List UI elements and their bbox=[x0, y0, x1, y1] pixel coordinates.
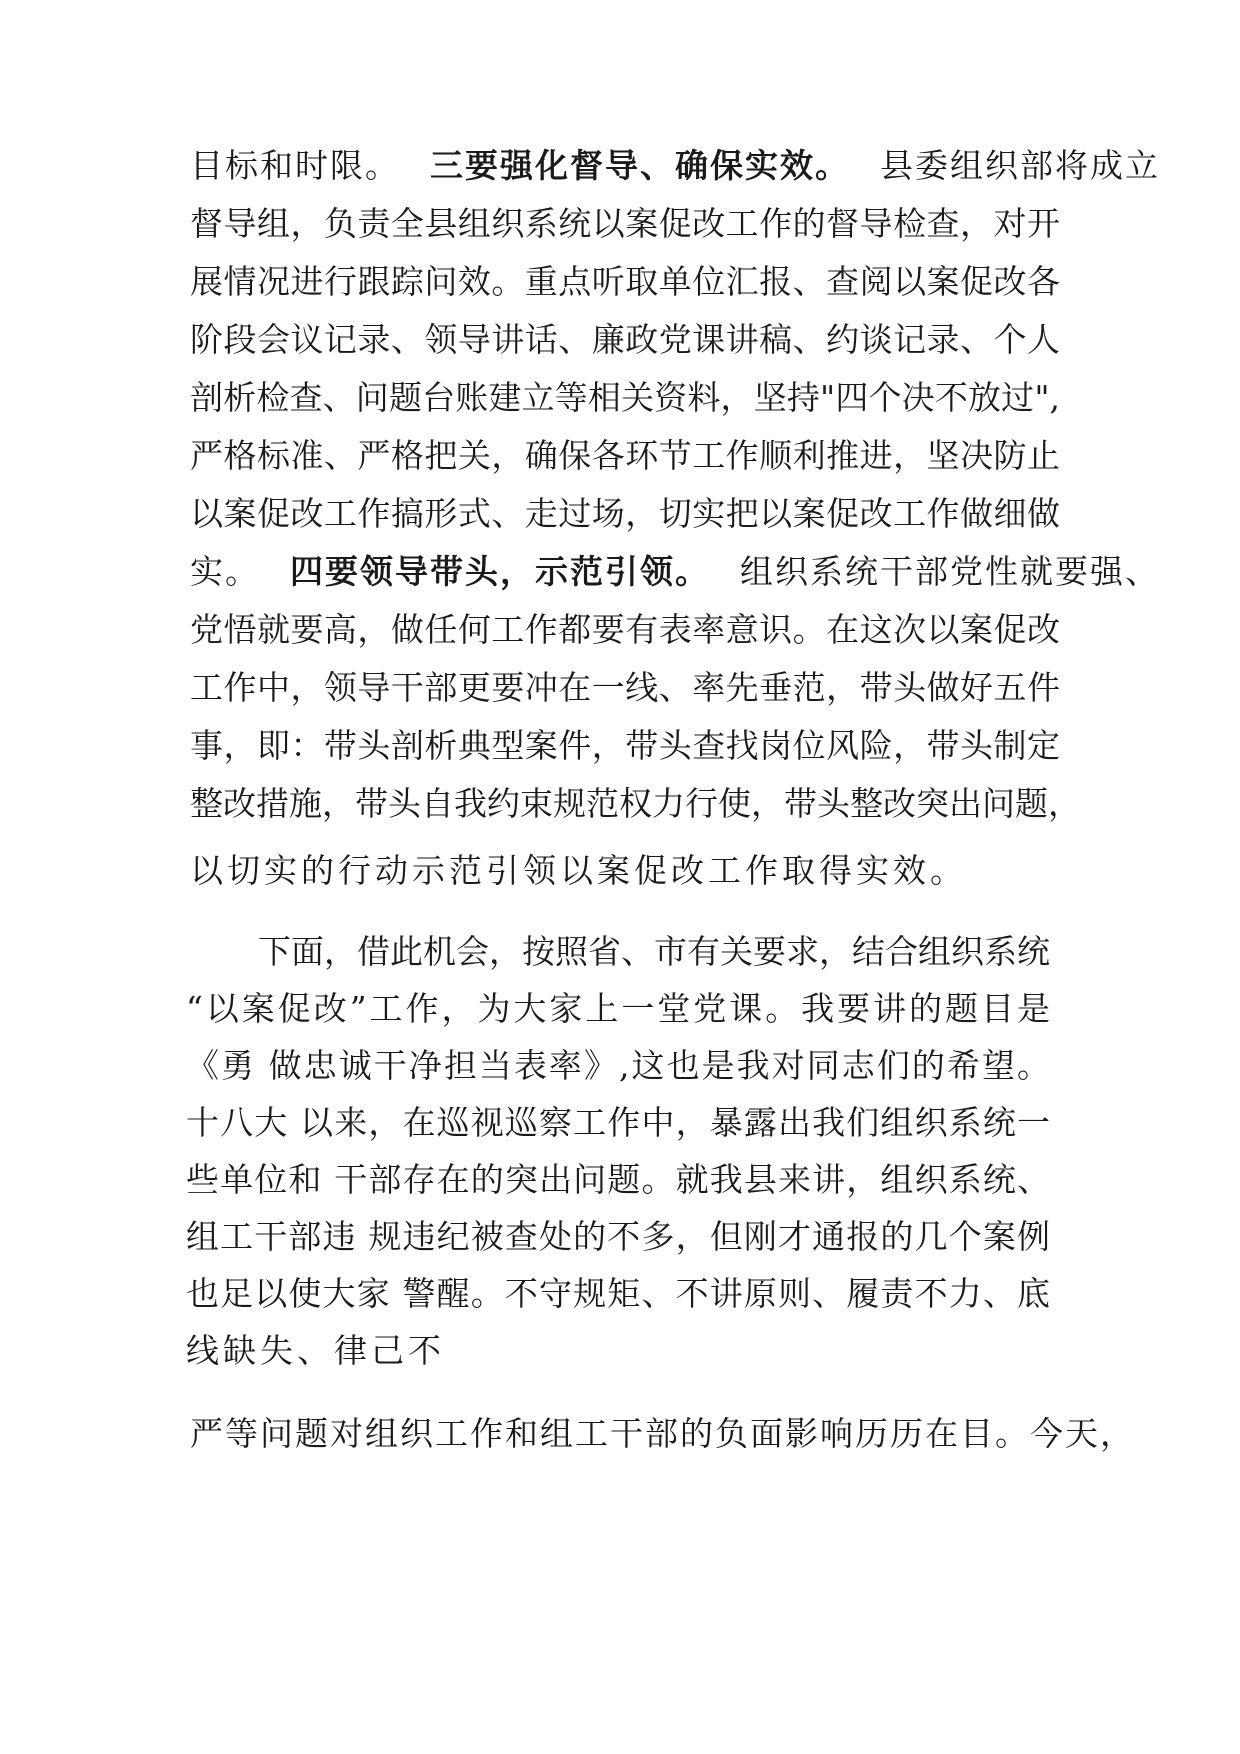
text-line: 督导组，负责全县组织系统以案促改工作的督导检查，对开 bbox=[190, 204, 1060, 243]
text-line: 线缺失、律己不 bbox=[186, 1331, 445, 1370]
text-line: 展情况进行跟踪问效。重点听取单位汇报、查阅以案促改各 bbox=[190, 262, 1060, 301]
text-line: 事，即：带头剖析典型案件，带头查找岗位风险，带头制定 bbox=[190, 726, 1060, 765]
text-line: 些单位和 干部存在的突出问题。就我县来讲，组织系统、 bbox=[186, 1160, 1050, 1199]
text-line: 以切实的行动示范引领以案促改工作取得实效。 bbox=[190, 851, 967, 890]
text-line: 阶段会议记录、领导讲话、廉政党课讲稿、约谈记录、个人 bbox=[190, 320, 1060, 359]
text-run: 实。 bbox=[190, 552, 260, 591]
text-line: 《勇 做忠诚干净担当表率》,这也是我对同志们的希望。 bbox=[186, 1046, 1050, 1085]
text-line: 严等问题对组织工作和组工干部的负面影响历历在目。今天， bbox=[190, 1414, 1135, 1453]
text-run: 组织系统干部党性就要强、 bbox=[740, 552, 1160, 591]
text-line: 工作中，领导干部更要冲在一线、率先垂范，带头做好五件 bbox=[190, 668, 1060, 707]
text-line: 十八大 以来，在巡视巡察工作中，暴露出我们组织系统一 bbox=[186, 1103, 1050, 1142]
text-line: “以案促改”工作，为大家上一堂党课。我要讲的题目是 bbox=[186, 989, 1050, 1028]
text-line bbox=[190, 146, 1160, 186]
bold-heading-three: 三要强化督导、确保实效。 bbox=[430, 146, 850, 185]
text-line: 以案促改工作搞形式、走过场，切实把以案促改工作做细做 bbox=[190, 494, 1060, 533]
bold-heading-four: 四要领导带头，示范引领。 bbox=[290, 552, 710, 591]
text-line: 剖析检查、问题台账建立等相关资料，坚持"四个决不放过", bbox=[190, 378, 1060, 417]
text-run: 县委组织部将成立 bbox=[880, 146, 1160, 185]
text-line bbox=[190, 552, 1160, 592]
text-line: 严格标准、严格把关，确保各环节工作顺利推进，坚决防止 bbox=[190, 436, 1060, 475]
paragraph-first-line: 下面，借此机会，按照省、市有关要求，结合组织系统 bbox=[258, 932, 1050, 971]
text-run: 目标和时限。 bbox=[190, 146, 400, 185]
text-line: 党悟就要高，做任何工作都要有表率意识。在这次以案促改 bbox=[190, 610, 1060, 649]
text-line: 组工干部违 规违纪被查处的不多，但刚才通报的几个案例 bbox=[186, 1217, 1050, 1256]
text-line: 也足以使大家 警醒。不守规矩、不讲原则、履责不力、底 bbox=[186, 1274, 1050, 1313]
text-line: 整改措施，带头自我约束规范权力行使，带头整改突出问题， bbox=[190, 784, 1081, 823]
